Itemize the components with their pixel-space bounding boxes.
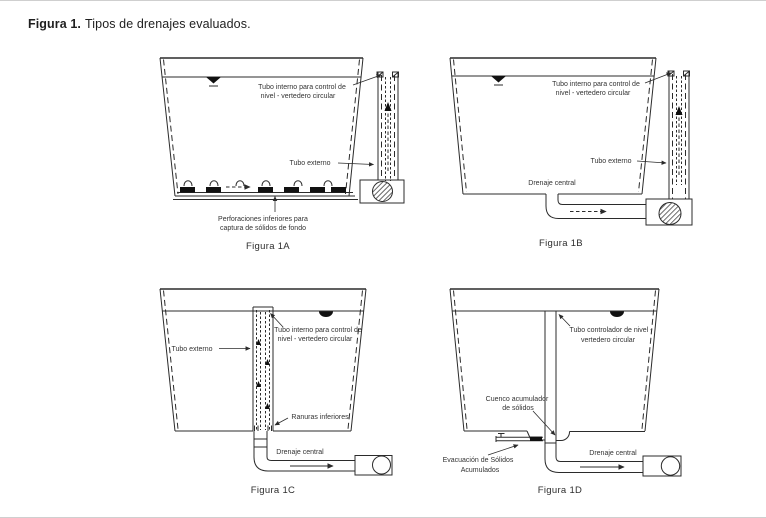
label-tubo-interno-line1: Tubo interno para control de (552, 81, 640, 88)
figure-caption (28, 17, 251, 31)
diagram-1d (430, 279, 740, 511)
tank-outline-d (450, 289, 659, 432)
panel-caption-1d: Figura 1D (537, 485, 583, 496)
label-tubo-interno-line2: nivel - vertedero circular (277, 336, 353, 343)
label-ranuras: Ranuras inferiores (291, 414, 349, 421)
labels-b (528, 81, 640, 249)
tank-outline-a (160, 58, 363, 196)
pipe-outlet (643, 456, 681, 476)
labels-d (443, 327, 654, 496)
central-drain-pipe-b (546, 194, 646, 219)
label-tubo-controlador-line1: Tubo controlador de nivel - (569, 327, 653, 334)
label-evacuacion-line1: Evacuación de Sólidos (442, 457, 514, 464)
label-tubo-interno-line2: nivel - vertedero circular (260, 93, 336, 100)
figure-caption-label: Figura 1. (28, 17, 81, 31)
water-level-icon (206, 77, 221, 86)
label-tubo-interno-line1: Tubo interno para control de (274, 327, 362, 334)
label-cuenco-line2: de sólidos (502, 405, 534, 412)
label-cuenco-line1: Cuenco acumulador (485, 396, 549, 403)
label-tubo-interno-line1: Tubo interno para control de (258, 84, 346, 91)
evacuation-pipe-d (496, 434, 543, 443)
diagram-1a (140, 53, 420, 258)
standpipe-a (377, 72, 399, 181)
pipe-elbow-icon (659, 203, 681, 225)
panel-caption-1b: Figura 1B (539, 238, 583, 249)
perforation-hooks (184, 181, 332, 186)
label-tubo-interno-line2: nivel - vertedero circular (555, 90, 631, 97)
elbow-housing-a (360, 180, 404, 203)
water-level-icon (319, 312, 333, 318)
label-drenaje-central: Drenaje central (276, 449, 324, 456)
label-drenaje-central: Drenaje central (589, 450, 637, 457)
label-tubo-externo: Tubo externo (590, 158, 632, 165)
panel-caption-1c: Figura 1C (250, 485, 296, 496)
label-tubo-controlador-line2: vertedero circular (580, 337, 636, 344)
label-drenaje-central: Drenaje central (528, 180, 576, 187)
standpipe-b (668, 71, 690, 199)
central-standpipe-c (253, 307, 273, 431)
bottom-perforated-duct-a (173, 181, 358, 200)
labels-a (218, 84, 346, 252)
panel-figura-1d (430, 279, 740, 511)
label-perforaciones-line2: captura de sólidos de fondo (219, 225, 307, 232)
pipe-joint (530, 437, 542, 441)
panel-figura-1c (140, 279, 420, 511)
water-level-icon (491, 76, 506, 85)
up-arrow-icon (676, 106, 683, 115)
leader-arrows-b (637, 73, 671, 163)
pipe-elbow-icon (373, 182, 393, 202)
water-level-icon (610, 312, 624, 318)
figure-caption-text: Tipos de drenajes evaluados. (85, 17, 251, 31)
panel-figura-1b (430, 53, 730, 258)
ranuras-slots (255, 426, 272, 432)
panel-figura-1a (140, 53, 420, 258)
label-perforaciones-line1: Perforaciones inferiores para (218, 216, 308, 223)
panel-caption-1a: Figura 1A (246, 241, 290, 252)
elbow-housing-b (646, 199, 692, 225)
level-control-pipe-d (545, 311, 556, 459)
central-drain-pipe-d (545, 456, 681, 476)
tank-outline-b (450, 58, 656, 194)
pipe-outlet (355, 456, 392, 476)
solids-deposits (180, 187, 346, 193)
label-tubo-externo: Tubo externo (171, 346, 213, 353)
label-tubo-externo: Tubo externo (289, 160, 331, 167)
diagram-1b (430, 53, 730, 258)
tank-outline-c (160, 289, 366, 431)
label-evacuacion-line2: Acumulados (460, 467, 500, 474)
diagram-1c (140, 279, 420, 511)
